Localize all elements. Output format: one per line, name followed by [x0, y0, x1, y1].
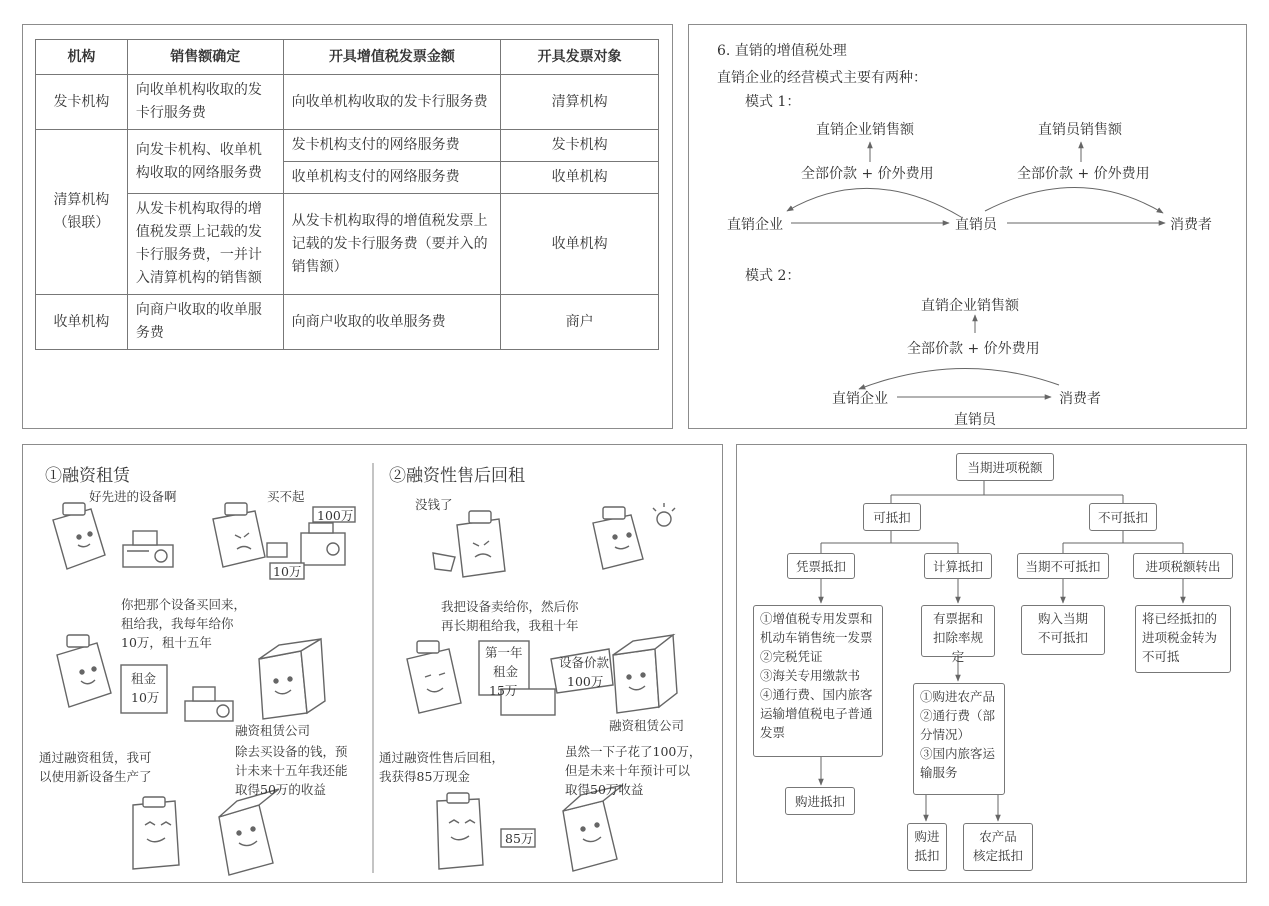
right-lessor-line3: 取得50万收益	[565, 782, 644, 797]
cell-clearing-sales-b: 从发卡机构取得的增值税发票上记载的发卡行服务费，一并计入清算机构的销售额	[127, 194, 283, 295]
table-row-clearing-a1	[36, 130, 659, 162]
left-price-tag: 100万	[317, 508, 354, 523]
right-lessor-line2: 但是未来十年预计可以	[565, 763, 691, 778]
direct-sales-panel	[688, 24, 1247, 429]
left-rent-line2: 10万	[131, 690, 160, 705]
left-rent-line1: 租金	[131, 671, 157, 686]
calc-item-5: 输服务	[920, 765, 958, 780]
left-machine-3	[185, 687, 233, 721]
arc-m1-right	[985, 187, 1163, 213]
fee-table-panel	[22, 24, 673, 429]
mode1-seller: 直销员	[955, 217, 997, 233]
input-tax-flow-panel	[736, 444, 1247, 883]
left-lessor-line2: 计未来十五年我还能	[235, 763, 348, 778]
cell-issuer-sales: 向收单机构收取的发卡行服务费	[127, 75, 283, 130]
flow-buy-deduct	[907, 823, 947, 871]
voucher-item-5: ④通行费、国内旅客	[760, 687, 873, 702]
voucher-item-4: ③海关专用缴款书	[760, 668, 861, 683]
flow-purchase-deduct: 购进抵扣	[785, 787, 855, 815]
flow-farm-deduct	[963, 823, 1033, 871]
cell-acquirer-target: 商户	[501, 295, 659, 350]
cell-issuer-target: 清算机构	[501, 75, 659, 130]
header-amount: 开具增值税发票金额	[283, 40, 501, 75]
header-org: 机构	[36, 40, 128, 75]
flow-voucher: 凭票抵扣	[787, 553, 855, 579]
mode2-seller: 直销员	[954, 412, 996, 428]
table-row-clearing-b	[36, 194, 659, 295]
cell-acquirer-amount: 向商户收取的收单服务费	[283, 295, 501, 350]
arc-m1-left	[787, 188, 961, 217]
header-target: 开具发票对象	[501, 40, 659, 75]
mode2-label: 模式 2：	[745, 268, 801, 284]
mode1-enterprise: 直销企业	[727, 217, 783, 233]
left-character-company	[259, 639, 325, 719]
buy-line2: 抵扣	[914, 848, 940, 863]
right-character-idea	[593, 503, 675, 569]
voucher-item-1: ①增值税专用发票和	[760, 611, 873, 626]
flow-voucher-items	[753, 605, 883, 757]
calc-note-line1: 有票据和	[932, 611, 983, 626]
calc-item-4: ③国内旅客运	[920, 746, 996, 761]
direct-sales-heading: 6. 直销的增值税处理	[717, 43, 847, 59]
current-note-line1: 购入当期	[1037, 611, 1088, 626]
flow-current-non: 当期不可抵扣	[1017, 553, 1109, 579]
right-speech-line2: 再长期租给我，我租十年	[441, 618, 579, 633]
right-price-line1: 设备价款	[559, 655, 610, 670]
flow-current-note	[1021, 605, 1105, 655]
cell-clearing-org	[36, 130, 128, 295]
right-rent-line3: 15万	[489, 683, 518, 698]
calc-note-line2: 扣除率规定	[932, 630, 983, 664]
cell-acquirer-org: 收单机构	[36, 295, 128, 350]
flow-transfer-out: 进项税额转出	[1133, 553, 1233, 579]
transfer-note-line3: 不可抵	[1142, 649, 1180, 664]
farm-line1: 农产品	[979, 829, 1017, 844]
left-character-sad	[213, 503, 265, 567]
left-story-title: ①融资租赁	[45, 466, 130, 486]
direct-sales-intro: 直销企业的经营模式主要有两种：	[717, 70, 927, 86]
right-character-broke	[433, 511, 505, 577]
flow-deductible: 可抵扣	[863, 503, 921, 531]
flow-calc-note	[921, 605, 995, 664]
right-cash-label: 85万	[505, 831, 534, 846]
left-lessee-line1: 通过融资租赁，我可	[39, 750, 152, 765]
mode2-enterprise: 直销企业	[832, 391, 888, 407]
transfer-note-line2: 进项税金转为	[1142, 630, 1218, 645]
mode2-price: 全部价款 + 价外费用	[907, 341, 1040, 357]
clearing-org-line2: （银联）	[53, 215, 110, 231]
current-note-line2: 不可抵扣	[1037, 630, 1088, 645]
cell-clearing-amount-b: 从发卡机构取得的增值税发票上记载的发卡行服务费（要并入的销售额）	[283, 194, 501, 295]
right-rent-line2: 租金	[493, 664, 519, 679]
header-sales: 销售额确定	[127, 40, 283, 75]
mode2-consumer: 消费者	[1059, 391, 1101, 407]
mode2-enterprise-sales: 直销企业销售额	[921, 298, 1019, 314]
table-row-issuer	[36, 75, 659, 130]
cell-clearing-amount-a2: 收单机构支付的网络服务费	[283, 162, 501, 194]
right-lessee-line2: 我获得85万现金	[379, 769, 470, 784]
flow-root: 当期进项税额	[956, 453, 1054, 481]
voucher-item-6: 运输增值税电子普通	[760, 706, 873, 721]
calc-item-3: 分情况）	[920, 727, 971, 742]
cell-clearing-amount-a1: 发卡机构支付的网络服务费	[283, 130, 501, 162]
left-bubble-cannot-afford: 买不起	[267, 489, 305, 504]
mode1-price-right: 全部价款 + 价外费用	[1017, 166, 1150, 182]
mode1-consumer: 消费者	[1170, 217, 1212, 233]
right-story-title: ②融资性售后回租	[389, 466, 525, 486]
right-rent-line1: 第一年	[485, 645, 523, 660]
left-lessor-line3: 取得50万的收益	[235, 782, 326, 797]
cartoon-panel	[22, 444, 723, 883]
voucher-item-2: 机动车销售统一发票	[760, 630, 873, 645]
flow-transfer-note	[1135, 605, 1231, 673]
cell-clearing-sales-a: 向发卡机构、收单机构收取的网络服务费	[127, 130, 283, 194]
arc-m2	[859, 368, 1059, 389]
left-character-happy-lessor	[219, 789, 279, 875]
right-company-label: 融资租赁公司	[609, 718, 685, 733]
left-speech-line2: 租给我，我每年给你	[121, 616, 234, 631]
cartoon-illustrations	[23, 445, 724, 884]
table-header-row	[36, 40, 659, 75]
voucher-item-3: ②完税凭证	[760, 649, 823, 664]
flow-calculated: 计算抵扣	[924, 553, 992, 579]
cell-clearing-target-a2: 收单机构	[501, 162, 659, 194]
cell-issuer-amount: 向收单机构收取的发卡行服务费	[283, 75, 501, 130]
left-character-happy-lessee	[133, 797, 179, 869]
fee-table	[35, 39, 659, 350]
cell-clearing-target-b: 收单机构	[501, 194, 659, 295]
cell-issuer-org: 发卡机构	[36, 75, 128, 130]
left-speech-line3: 10万，租十五年	[121, 635, 212, 650]
mode1-seller-sales: 直销员销售额	[1038, 122, 1122, 138]
mode1-enterprise-sales: 直销企业销售额	[816, 122, 914, 138]
flow-calc-items	[913, 683, 1005, 795]
right-lessee-line1: 通过融资性售后回租，	[379, 750, 505, 765]
cell-acquirer-sales: 向商户收取的收单服务费	[127, 295, 283, 350]
cell-clearing-target-a1: 发卡机构	[501, 130, 659, 162]
voucher-item-7: 发票	[760, 725, 786, 740]
calc-item-2: ②通行费（部	[920, 708, 996, 723]
table-row-acquirer	[36, 295, 659, 350]
transfer-note-line1: 将已经抵扣的	[1142, 611, 1218, 626]
right-character-seller	[407, 641, 555, 715]
left-lessor-line1: 除去买设备的钱，预	[235, 744, 348, 759]
left-sign-10: 10万	[273, 564, 302, 579]
flow-non-deductible: 不可抵扣	[1089, 503, 1157, 531]
calc-item-1: ①购进农产品	[920, 689, 996, 704]
mode1-label: 模式 1：	[745, 94, 801, 110]
right-lessor-line1: 虽然一下子花了100万，	[565, 744, 702, 759]
left-speech-line1: 你把那个设备买回来，	[121, 597, 247, 612]
left-company-label: 融资租赁公司	[235, 723, 311, 738]
left-machine-1	[123, 531, 173, 567]
right-speech-line1: 我把设备卖给你，然后你	[441, 599, 579, 614]
left-character-admiring	[53, 503, 105, 569]
buy-line1: 购进	[914, 829, 940, 844]
left-lessee-line2: 以使用新设备生产了	[39, 769, 152, 784]
farm-line2: 核定抵扣	[972, 848, 1023, 863]
right-price-line2: 100万	[567, 674, 604, 689]
mode1-price-left: 全部价款 + 价外费用	[801, 166, 934, 182]
right-bubble-broke: 没钱了	[415, 497, 453, 512]
clearing-org-line1: 清算机构	[53, 192, 110, 208]
left-bubble-admire: 好先进的设备啊	[89, 489, 177, 504]
